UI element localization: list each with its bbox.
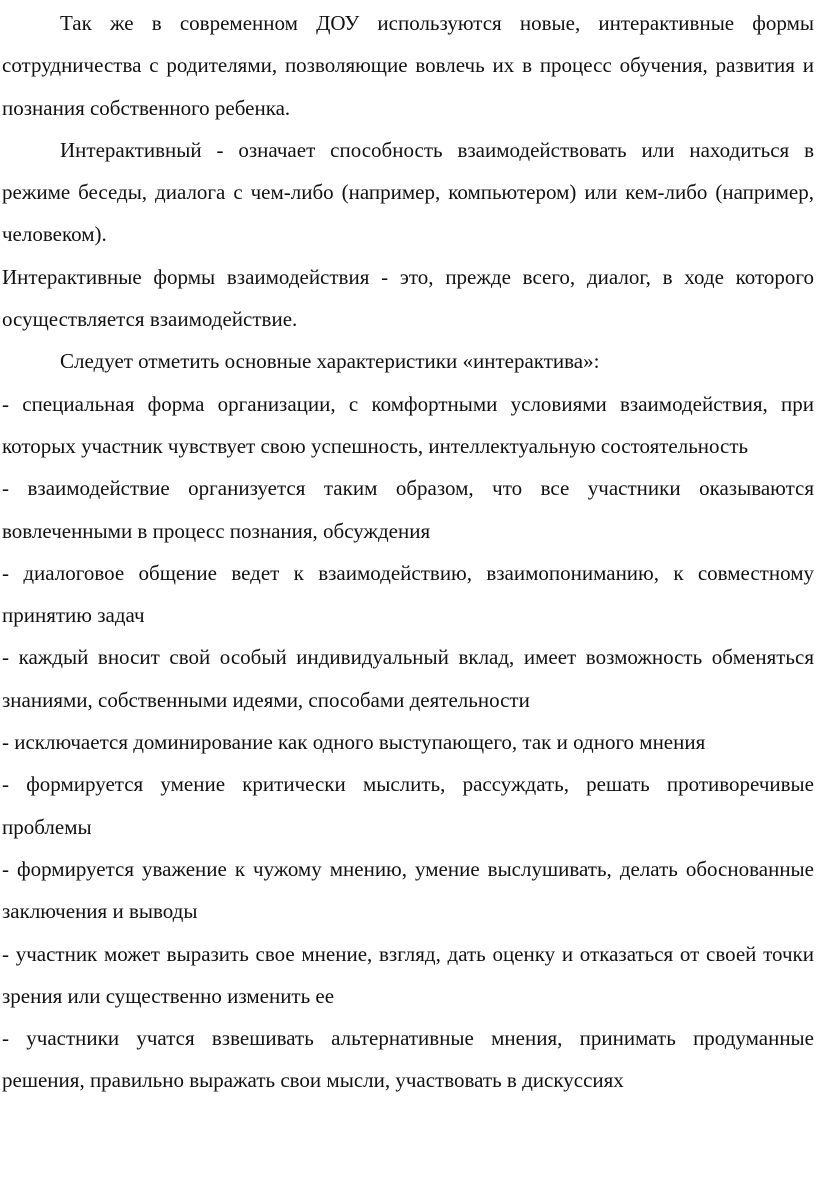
list-item: - диалоговое общение ведет к взаимодействию, взаимопониманию, к совместному принятию задач xyxy=(2,560,814,628)
paragraph-definition: Интерактивный - означает способность взаимодействовать или находиться в режиме беседы, диалога с чем-либо (например, компьютером) или кем-либо (например, человеком). xyxy=(2,137,814,247)
list-item: - взаимодействие организуется таким образом, что все участники оказываются вовлеченными в процесс познания, обсуждения xyxy=(2,476,814,543)
list-item: - исключается доминирование как одного выступающего, так и одного мнения xyxy=(2,730,706,755)
list-item: - специальная форма организации, с комфортными условиями взаимодействия, при которых участник чувствует свою успешность, интеллектуальную состоятельность xyxy=(2,391,814,458)
list-item: - формируется уважение к чужому мнению, умение выслушивать, делать обоснованные заключения и выводы xyxy=(2,856,814,924)
list-item: - формируется умение критически мыслить, рассуждать, решать противоречивые проблемы xyxy=(2,772,814,839)
list-item: - участники учатся взвешивать альтернативные мнения, принимать продуманные решения, правильно выражать свои мысли, участвовать в дискуссиях xyxy=(2,1026,814,1093)
paragraph-characteristics-heading: Следует отметить основные характеристики «интерактива»: xyxy=(60,349,600,374)
paragraph-intro: Так же в современном ДОУ используются новые, интерактивные формы сотрудничества с родителями, позволяющие вовлечь их в процесс обучения, развития и познания собственного ребенка. xyxy=(2,11,814,120)
list-item: - участник может выразить свое мнение, взгляд, дать оценку и отказаться от своей точки зрения или существенно изменить ее xyxy=(2,941,814,1008)
list-item: - каждый вносит свой особый индивидуальный вклад, имеет возможность обменяться знаниями, собственными идеями, способами деятельности xyxy=(2,645,814,712)
paragraph-forms: Интерактивные формы взаимодействия - это, прежде всего, диалог, в ходе которого осуществляется взаимодействие. xyxy=(2,264,814,332)
